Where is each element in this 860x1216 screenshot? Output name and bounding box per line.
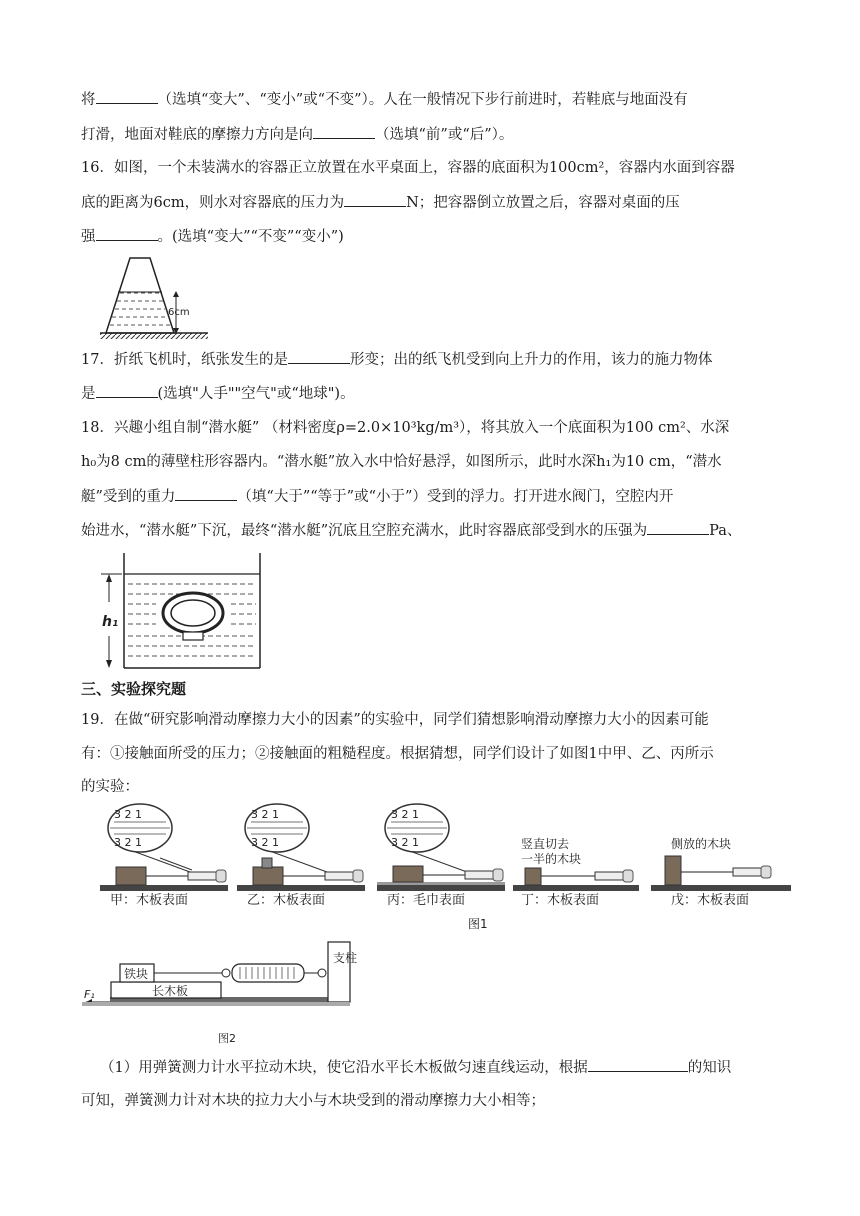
depth-label: 6cm <box>168 307 190 318</box>
figure-1 <box>100 800 800 940</box>
panel-yi <box>237 804 365 908</box>
svg-text:3 2 1: 3 2 1 <box>251 808 279 821</box>
svg-text:甲：木板表面: 甲：木板表面 <box>110 893 189 908</box>
q17-line1: 17．折纸飞机时，纸张发生的是 形变；出的纸飞机受到向上升力的作用，该力的施力物体 <box>81 349 712 370</box>
figure-1-caption: 图1 <box>468 917 488 931</box>
figure-2 <box>82 940 358 1050</box>
h1-label: h₁ <box>102 614 119 630</box>
svg-text:3 2 1: 3 2 1 <box>114 836 142 849</box>
q19-line1: 19．在做“研究影响滑动摩擦力大小的因素”的实验中，同学们猜想影响滑动摩擦力大小的因素可能 <box>81 712 709 728</box>
svg-text:侧放的木块: 侧放的木块 <box>671 837 732 851</box>
answer-blank[interactable] <box>175 486 237 501</box>
svg-text:3 2 1: 3 2 1 <box>391 836 419 849</box>
svg-text:戊：木板表面: 戊：木板表面 <box>671 893 750 908</box>
svg-text:铁块: 铁块 <box>124 967 149 981</box>
q16-line2: 底的距离为6cm，则水对容器底的压力为 N；把容器倒立放置之后，容器对桌面的压 <box>81 192 680 213</box>
q19-line2: 有：①接触面所受的压力；②接触面的粗糙程度。根据猜想，同学们设计了如图1中甲、乙、丙所示 <box>81 746 714 762</box>
answer-blank[interactable] <box>96 226 158 241</box>
container-figure <box>100 255 210 340</box>
answer-blank[interactable] <box>313 124 375 139</box>
q19-line3: 的实验： <box>81 779 139 795</box>
q17-line2: 是 (选填"人手""空气"或“地球")。 <box>81 383 355 404</box>
panel-jia <box>100 804 228 908</box>
force-label: F₁ <box>84 988 95 1001</box>
panel-bing <box>377 804 505 908</box>
q15-line1: 将 （选填“变大”、“变小”或“不变”）。人在一般情况下步行前进时，若鞋底与地面没有 <box>81 89 688 110</box>
section-heading: 三、实验探究题 <box>81 680 187 698</box>
svg-text:支柱: 支柱 <box>333 951 358 965</box>
svg-text:乙：木板表面: 乙：木板表面 <box>247 893 326 908</box>
answer-blank[interactable] <box>647 520 709 535</box>
q18-line1: 18．兴趣小组自制“潜水艇” （材料密度ρ=2.0×10³kg/m³），将其放入一个底面积为100 cm²、水深 <box>81 420 730 436</box>
answer-blank[interactable] <box>288 349 350 364</box>
panel-wu <box>651 836 791 908</box>
q18-line2: h₀为8 cm的薄壁柱形容器内。“潜水艇”放入水中恰好悬浮，如图所示，此时水深h₁为10 cm，“潜水 <box>81 454 722 470</box>
svg-text:3 2 1: 3 2 1 <box>391 808 419 821</box>
q16-line1: 16．如图，一个未装满水的容器正立放置在水平桌面上，容器的底面积为100cm²，容器内水面到容器 <box>81 160 735 176</box>
answer-blank[interactable] <box>588 1057 688 1072</box>
figure-2-caption: 图2 <box>218 1032 236 1045</box>
svg-text:丁：木板表面: 丁：木板表面 <box>521 893 600 908</box>
panel-ding <box>513 836 639 908</box>
submarine-figure <box>96 550 276 672</box>
svg-text:丙：毛巾表面: 丙：毛巾表面 <box>387 893 466 908</box>
q18-line3: 艇”受到的重力 （填“大于”“等于”或“小于”）受到的浮力。打开进水阀门，空腔内开 <box>81 486 673 507</box>
svg-text:3 2 1: 3 2 1 <box>114 808 142 821</box>
answer-blank[interactable] <box>344 192 406 207</box>
svg-text:长木板: 长木板 <box>152 984 189 998</box>
q19-part1-line2: 可知，弹簧测力计对木块的拉力大小与木块受到的滑动摩擦力大小相等； <box>81 1093 545 1109</box>
q18-line4: 始进水，“潜水艇”下沉，最终“潜水艇”沉底且空腔充满水，此时容器底部受到水的压强为 Pa、 <box>81 520 741 541</box>
q16-line3: 强 。(选填“变大”“不变”“变小”) <box>81 226 344 247</box>
svg-text:一半的木块: 一半的木块 <box>521 852 582 866</box>
svg-text:3 2 1: 3 2 1 <box>251 836 279 849</box>
svg-text:竖直切去: 竖直切去 <box>521 837 570 851</box>
q15-line2: 打滑，地面对鞋底的摩擦力方向是向 （选填“前”或“后”）。 <box>81 124 513 145</box>
answer-blank[interactable] <box>96 383 158 398</box>
q19-part1-line1: （1）用弹簧测力计水平拉动木块，使它沿水平长木板做匀速直线运动，根据 的知识 <box>100 1057 731 1078</box>
answer-blank[interactable] <box>96 89 158 104</box>
